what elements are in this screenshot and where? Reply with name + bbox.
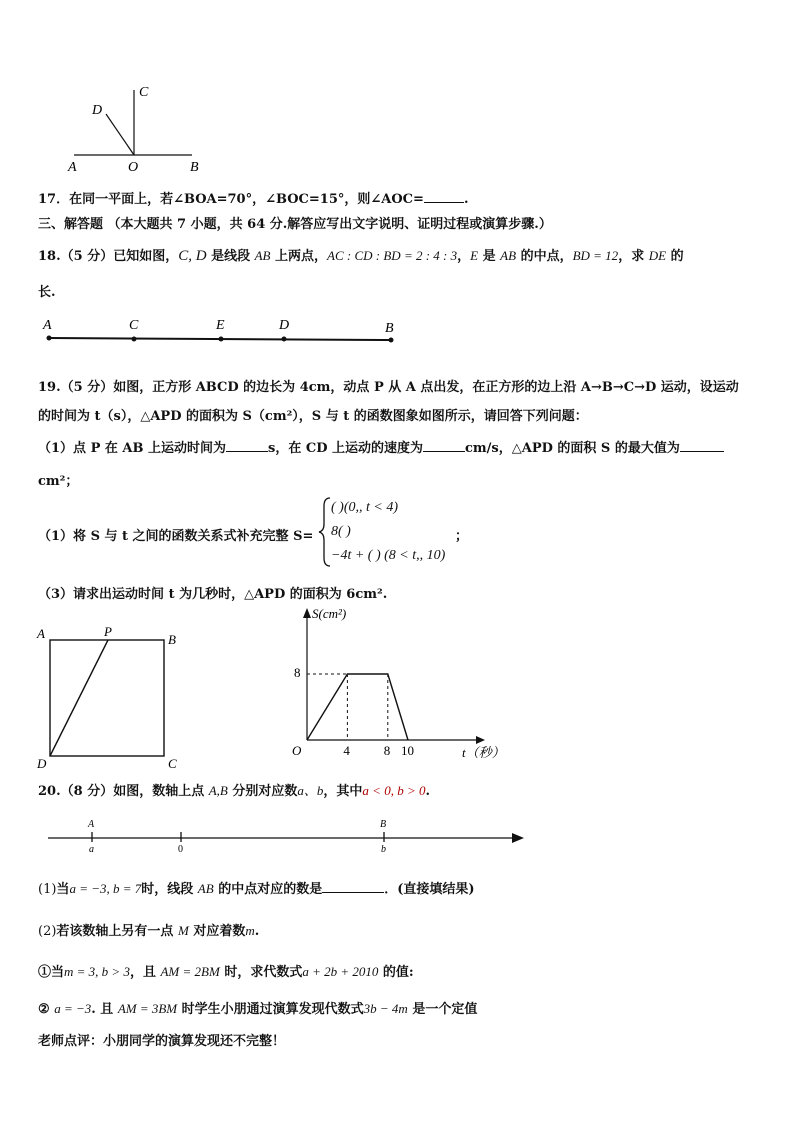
graph-xtick-4: 4 [343,743,350,758]
q18-p7: ，求 [618,249,649,264]
question-19-sub2: （1）将 S 与 t 之间的函数关系式补充完整 S= [38,529,314,544]
nl-label-A: A [88,819,95,830]
q20-p4: . [425,784,430,799]
q18-p6: 的中点， [516,249,573,264]
q20-1-p1: 当 [56,882,70,897]
q18-p1: 18.（5 分）已知如图， [38,249,179,264]
piecewise-end: ； [455,529,469,544]
graph-ytick-8: 8 [294,665,301,680]
seg-label-D: D [279,318,290,333]
graph-xlabel: t（秒） [462,745,505,760]
q20-a-poly: a + 2b + 2010 [302,964,379,979]
sq-label-C: C [168,756,177,771]
q20-b-p2: . 且 [91,1002,118,1017]
q20-1-num: (1) [38,882,57,897]
q20-b-expr: a = −3 [54,1001,92,1016]
q17-end: . [463,192,469,207]
q20-ab-vars: a、b [297,783,324,798]
seg-label-E: E [216,318,225,333]
q20-b-p4: 是一个定值 [407,1002,478,1017]
question-18-line2: 长. [38,285,56,300]
q19-sub1-a: （1）点 P 在 AB 上运动时间为 [38,441,226,456]
graph-xtick-8: 8 [383,743,391,758]
q20-1-p2: 时，线段 [141,882,198,897]
q20-1-expr: a = −3, b = 7 [69,881,142,896]
q20-2-p3: . [254,924,260,939]
q20-a-expr: m = 3, b > 3 [64,964,130,979]
seg-label-A: A [43,318,52,333]
q20-b-p1: ② [38,1002,55,1017]
q20-p3: ，其中 [323,784,363,799]
q20-a-p2: ，且 [129,965,161,980]
q18-p4: ， [457,249,471,264]
q18-bd: BD = 12 [572,248,619,263]
piecewise-brace [318,496,332,568]
label-B: B [190,160,199,175]
sq-label-P: P [104,624,112,639]
seg-label-C: C [129,318,139,333]
nl-label-B: B [380,819,387,830]
q20-1-ab: AB [197,881,214,896]
q20-b-poly: 3b − 4m [363,1001,408,1016]
q18-p5: 是 [478,249,501,264]
q20-1-p3: 的中点对应的数是 [213,882,323,897]
piecewise-case-1: ( )(0,, t < 4) [331,500,398,515]
question-19-line2: 的时间为 t（s），△APD 的面积为 S（cm²），S 与 t 的函数图象如图所示，请回答下列问题： [38,409,588,424]
s-t-graph [280,600,510,765]
question-20-a [38,961,414,980]
piecewise-case-2: 8( ) [331,524,351,539]
graph-ylabel: S(cm²) [312,606,347,621]
sq-label-A: A [37,626,45,641]
seg-label-B: B [385,321,394,336]
question-19-line1: 19.（5 分）如图，正方形 ABCD 的边长为 4cm，动点 P 从 A 点出发，在正方形的边上沿 A→B→C→D 运动，设运动 [38,380,739,395]
sq-label-D: D [37,756,47,771]
label-D: D [92,103,103,118]
q18-cd: C, D [178,248,207,264]
angle-figure [60,80,210,175]
q19-blank-3[interactable] [680,439,724,452]
graph-xtick-10: 10 [401,743,414,758]
q17-blank[interactable] [424,190,464,203]
q20-a-p1: ①当 [38,965,65,980]
q18-ab2: AB [500,248,517,263]
question-20 [38,780,430,799]
question-19-sub1-unit: cm²； [38,474,79,489]
number-line-figure [40,812,530,854]
label-A: A [68,160,77,175]
question-19-sub1 [38,437,724,456]
piecewise-case-3: −4t + ( ) (8 < t,, 10) [331,548,446,563]
label-O: O [128,160,139,175]
question-20-1 [38,878,475,897]
nl-label-0: 0 [178,844,183,854]
q20-1-p4: ．(直接填结果) [384,882,475,897]
q20-2-num: (2) [38,924,57,939]
q20-a-p3: 时，求代数式 [219,965,303,980]
q20-a-p4: 的值: [378,965,414,980]
q18-de: DE [648,248,667,263]
q20-p2: 分别对应数 [227,784,298,799]
question-17 [38,188,468,207]
q20-2-p1: 若该数轴上另有一点 [56,924,178,939]
section-heading: 三、解答题 （本大题共 7 小题，共 64 分.解答应写出文字说明、证明过程或演算步骤.） [38,217,552,232]
square-figure [32,622,192,772]
q20-ab: A,B [208,783,228,798]
q20-p1: 20.（8 分）如图，数轴上点 [38,784,209,799]
nl-label-b: b [381,844,386,854]
sq-label-B: B [168,632,176,647]
question-20-b [38,998,477,1017]
q18-ratio: AC : CD : BD = 2 : 4 : 3 [327,248,458,263]
question-18 [38,245,684,265]
graph-series-line [307,674,408,740]
nl-label-a: a [89,844,94,854]
q20-b-cond: AM = 3BM [117,1001,178,1016]
label-C: C [139,85,149,100]
graph-origin: O [292,743,302,758]
q19-blank-1[interactable] [226,439,268,452]
q18-p8: 的 [666,249,684,264]
q18-ab: AB [254,248,271,263]
q17-text: 17．在同一平面上，若∠BOA=70°，∠BOC=15°，则∠AOC= [38,192,424,207]
q20-cond: a < 0, b > 0 [362,783,426,798]
q18-p2: 是线段 [206,249,255,264]
q20-2-p2: 对应着数 [188,924,246,939]
q18-p3: 上两点， [270,249,328,264]
q20-b-p3: 时学生小朋通过演算发现代数式 [177,1002,364,1017]
teacher-comment: 老师点评：小朋同学的演算发现还不完整！ [38,1034,286,1049]
question-19-sub3: （3）请求出运动时间 t 为几秒时，△APD 的面积为 6cm². [38,587,388,602]
q19-sub1-c: cm/s，△APD 的面积 S 的最大值为 [465,441,680,456]
q19-sub1-b: s，在 CD 上运动的速度为 [268,441,423,456]
q20-a-cond: AM = 2BM [160,964,220,979]
q18-e: E [470,248,479,263]
q19-blank-2[interactable] [423,439,465,452]
q20-1-blank[interactable] [322,880,384,893]
question-20-2 [38,920,259,939]
segment-figure [38,312,408,352]
q20-2-mm: m [245,923,255,938]
q20-2-m: M [177,923,189,938]
